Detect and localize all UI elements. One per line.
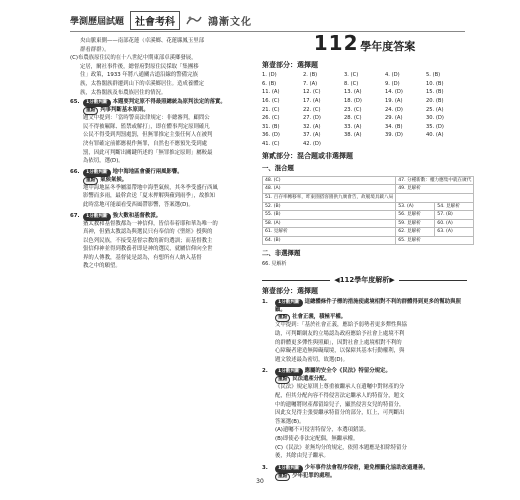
text-line: 後，其餘由兒子繼承。	[275, 453, 329, 460]
answer-cell: 13. (A)	[344, 89, 362, 96]
question-number: 3.	[262, 464, 268, 471]
text-line: 因此女兒得主張要繼承特留分的部分，紅上，可判斷出	[275, 410, 405, 417]
answer-grid	[262, 72, 467, 148]
answer-cell: 20. (B)	[426, 97, 444, 104]
text-line: 《民法》規定原則上尊重被繼承人在遺囑中對財產的分	[275, 384, 405, 391]
text-line: 民不得被羈隊、監禁或解打」，即在體事判定原則確凡	[83, 123, 210, 130]
table-cell: 55. (B)	[263, 211, 396, 220]
answer-title-year: 112	[313, 31, 359, 55]
text-line: 猶太教和基督教都為一神信仰，皆信奉着耶和華為唯一的	[83, 220, 218, 227]
answer-cell: 28. (C)	[344, 115, 362, 122]
text-line: 影響而多雨，最幹倉送「夏末押解與蘋到雨季」，故推知	[83, 193, 216, 200]
text-line: 答案選(B)。	[275, 418, 305, 425]
table-cell: 54. 見解析	[435, 202, 474, 211]
table-cell: 47. 分種新數：權力應集中就在廣代	[396, 176, 474, 185]
answer-cell: 10. (B)	[426, 80, 444, 87]
table-cell: 58. (A)	[263, 219, 396, 228]
answer-cell: 30. (D)	[426, 115, 444, 122]
answer-cell: 7. (A)	[303, 80, 318, 87]
mixed-answer-table	[262, 176, 474, 246]
question-tag: 1分數判斷	[275, 299, 303, 307]
answer-cell: 6. (B)	[262, 80, 277, 87]
answer-cell: 16. (C)	[262, 97, 280, 104]
text-line: 助，可判斷網友的立場認為政府應給予社會上處境不利	[275, 331, 405, 338]
text-line: 配，但其分配內容不得侵害法定繼承人的特留分，題文	[275, 393, 405, 399]
question-text: 這總體條件子標的措施使處境相對不利的群體得到更多的幫助與照顧。	[275, 298, 461, 313]
header-divider	[70, 31, 465, 32]
key-text: 民法遺產分配。	[292, 376, 330, 383]
table-cell: 48. (C)	[263, 176, 396, 185]
divider	[399, 280, 467, 281]
text-line: 以色列民族，不接受基督宗教的新約選訓；而基督教主	[83, 237, 213, 244]
nonmc-item: 66. 見解析	[262, 261, 287, 268]
answer-cell: 22. (C)	[303, 106, 321, 113]
answer-cell: 23. (C)	[344, 106, 362, 113]
publisher-logo-icon	[186, 14, 202, 26]
series-title: 學測歷屆試題	[70, 16, 125, 27]
table-cell: 64. (B)	[263, 236, 396, 245]
key-tag: 重點	[275, 376, 290, 384]
answer-cell: 26. (C)	[262, 115, 280, 122]
answer-title	[262, 31, 467, 55]
text-line: 心障礙者建造無障礙環境，以保障其基本行動權利，與	[275, 348, 405, 355]
table-cell: 56. 見解析	[396, 211, 435, 220]
key-tag: 重點	[83, 107, 98, 115]
key-text: 少年犯罪的處理。	[292, 472, 336, 479]
answer-title-text: 學年度答案	[360, 40, 416, 53]
answer-cell: 33. (A)	[344, 123, 362, 130]
answer-cell: 5. (B)	[426, 72, 441, 79]
table-row	[263, 176, 474, 185]
page-number: 30	[256, 478, 264, 485]
question-text: 本題要判定原不得最照總統為原判法定的落實。	[112, 99, 226, 106]
key-tag: 重點	[275, 473, 290, 481]
question-tag: 1分數判斷	[83, 213, 111, 221]
text-line: 教之中的願望。	[83, 263, 121, 270]
text-line: 張信仰神並得到教養者即是神的選民，就屬信仰向全世	[83, 246, 213, 253]
text-line: 央山脈東側——南部花蓮（卓溪鄉、花蓮縣鳳玉里部	[80, 38, 204, 44]
intro-block	[70, 38, 250, 54]
question-65	[70, 99, 250, 167]
text-line: 中的遺囑將財產都留給兒子，顯然侵害女兒的特留分，	[275, 401, 405, 408]
answer-cell: 42. (D)	[303, 140, 321, 147]
paragraph-c	[70, 55, 250, 97]
text-line: 住」政策，1933 年將八通關古道沿線的警備完族	[80, 72, 198, 79]
text-line: (C)《民法》並無均分的規定，依照本題應是扣除特留分	[275, 444, 407, 451]
question-tag: 1分數判斷	[275, 368, 303, 376]
table-cell: 63. (A)	[435, 228, 474, 237]
divider	[262, 280, 330, 281]
text-line: 定居，爾社事件後，總督府對原住民採取「集團移	[80, 63, 199, 70]
answer-cell: 39. (D)	[385, 132, 403, 139]
table-cell	[396, 193, 474, 202]
answer-cell: 1. (D)	[262, 72, 277, 79]
text-line: 文中提到：「基於社會正義，應給予弱勢者更多彈性與協	[275, 322, 408, 329]
answer-cell: 21. (C)	[262, 106, 280, 113]
text-line: 決有罪確定前都應視作無罪，自然也不應預先受到處	[83, 140, 207, 147]
key-text: 社會正義，積極平權。	[292, 314, 347, 321]
question-number: 66.	[70, 168, 80, 175]
question-66	[70, 169, 250, 211]
answer-cell: 31. (B)	[262, 123, 280, 130]
key-tag: 重點	[275, 314, 290, 322]
text-line: 題文中提到：「當時警高法律規定：非總審判，顧問公	[83, 115, 210, 122]
table-row	[263, 236, 474, 245]
text-line: 公民不得受到判罰處罰，但無罪推定主張任何人在被判	[83, 132, 213, 139]
detail-title: ◀112學年度解析▶	[334, 275, 395, 284]
text-line: 界的人傳教，基督徒是認為，有想所有人納入基督	[83, 254, 202, 261]
table-cell: 57. (B)	[435, 211, 474, 220]
question-tag: 1分數判斷	[275, 465, 303, 473]
text-line: (C)布農族原住民的在十八世紀中期東部卓溪鄉發展，	[70, 55, 197, 62]
question-number: 67.	[70, 212, 80, 219]
detail-part1-heading: 第壹部分：選擇題	[262, 287, 318, 296]
table-cell: 52. (B)	[263, 202, 396, 211]
question-number: 1.	[262, 298, 268, 305]
answer-cell: 40. (A)	[426, 132, 444, 139]
text-line: 此時當地可能頭看受西風帶影響，答案選(D)。	[83, 201, 194, 208]
key-text: 判事判斷基本原則。	[100, 107, 149, 114]
table-cell: 65. 見解析	[396, 236, 474, 245]
question-text: 少年事件法會程序保密，避免標籤化協助改過遷善。	[304, 464, 429, 471]
subject-label: 社會考科	[130, 11, 180, 30]
question-tag: 1分數判斷	[83, 169, 111, 177]
answer-cell: 24. (D)	[385, 106, 403, 113]
text-line: 地中海地區冬季屬溫帶地中海型氣候，其冬季受盛行西風	[83, 184, 218, 191]
question-number: 65.	[70, 99, 80, 106]
table-row	[263, 228, 474, 237]
text-line: 罰，因此可判斷出關鍵所述的「無罪推定原則」屬較最	[83, 149, 213, 156]
text-line: 真神，但猶太教認為與選民只有奉信的《聖經》授與的	[83, 229, 213, 236]
answer-cell: 29. (A)	[385, 115, 403, 122]
table-row	[263, 185, 474, 194]
part1-heading: 第壹部分：選擇題	[262, 60, 318, 69]
answer-cell: 19. (A)	[385, 97, 403, 104]
answer-cell: 36. (D)	[262, 132, 280, 139]
table-row	[263, 219, 474, 228]
answer-cell: 2. (B)	[303, 72, 318, 79]
detail-title-bar	[262, 277, 467, 285]
key-text: 氣候氣候。	[100, 176, 128, 183]
question-tag: 1分數判斷	[83, 99, 111, 107]
question-text: 地中海地區會優行兩風影響。	[112, 168, 183, 175]
table-cell: 48. (A)	[263, 185, 396, 194]
answer-cell: 32. (A)	[303, 123, 321, 130]
answer-cell: 17. (A)	[303, 97, 321, 104]
table-cell: 62. 見解析	[396, 228, 435, 237]
text-line: 為依切，選(D)。	[83, 158, 124, 165]
answer-cell: 14. (D)	[385, 89, 403, 96]
publisher-name: 鴻漸文化	[208, 16, 253, 28]
detail-title-text: 112學年度解析	[339, 275, 390, 284]
answer-cell: 8. (C)	[344, 80, 359, 87]
table-cell: 53. (A)	[396, 202, 435, 211]
text-line: 題文敘述最為密切，故選(D)。	[275, 356, 349, 363]
text-line: 的群體更多彈性與照顧」，因對社會上處境相對不利的	[275, 339, 402, 346]
table-row	[263, 202, 474, 211]
table-row	[263, 193, 474, 202]
table-cell: 60. (A)	[435, 219, 474, 228]
question-text: 應屬的安全令《民法》特留分規定。	[304, 368, 391, 375]
answer-cell: 18. (D)	[344, 97, 362, 104]
answer-cell: 3. (C)	[344, 72, 359, 79]
key-tag: 重點	[83, 177, 98, 185]
part2-heading: 第貳部分：混合題或非選擇題	[262, 151, 353, 160]
answer-cell: 9. (D)	[385, 80, 400, 87]
answer-cell: 12. (C)	[303, 89, 321, 96]
question-number: 2.	[262, 368, 268, 375]
text-line: 群看群群）。	[80, 46, 110, 53]
nonmc-heading: 二、非選擇題	[262, 249, 301, 258]
detail-question-2	[262, 368, 467, 461]
mixed-heading: 一、混合題	[262, 164, 294, 173]
table-cell: 51. 百存率轉移率，昨東園搭客園供九廣會告，故履境具載八局	[263, 193, 396, 202]
table-row	[263, 211, 474, 220]
table-cell: 61. 見解析	[263, 228, 396, 237]
right-column	[262, 31, 472, 481]
table-cell: 49. 見解析	[396, 185, 474, 194]
answer-cell: 25. (A)	[426, 106, 444, 113]
text-line: 族，太魯閣族群遷到山下的卓溪鄉居住。造成養體定	[80, 80, 204, 87]
text-line: 族，太魯閣族及布農族居住的情況。	[80, 89, 167, 96]
answer-cell: 4. (D)	[385, 72, 400, 79]
answer-cell: 37. (A)	[303, 132, 321, 139]
left-column	[70, 38, 250, 272]
answer-cell: 15. (B)	[426, 89, 444, 96]
answer-cell: 38. (A)	[344, 132, 362, 139]
detail-question-1	[262, 299, 467, 366]
question-67	[70, 213, 250, 273]
page-header	[70, 10, 252, 30]
answer-cell: 11. (A)	[262, 89, 280, 96]
answer-cell: 34. (B)	[385, 123, 403, 130]
text-line: (B)即使必非法定配偶，無繼承權。	[275, 435, 359, 442]
answer-cell: 35. (D)	[426, 123, 444, 130]
text-line: (A)遺囑不可侵害特留分，本選項錯誤。	[275, 427, 370, 434]
question-text: 強大數和基督教派。	[112, 212, 162, 219]
table-cell: 59. 見解析	[396, 219, 435, 228]
answer-cell: 27. (D)	[303, 115, 321, 122]
answer-cell: 41. (C)	[262, 140, 280, 147]
